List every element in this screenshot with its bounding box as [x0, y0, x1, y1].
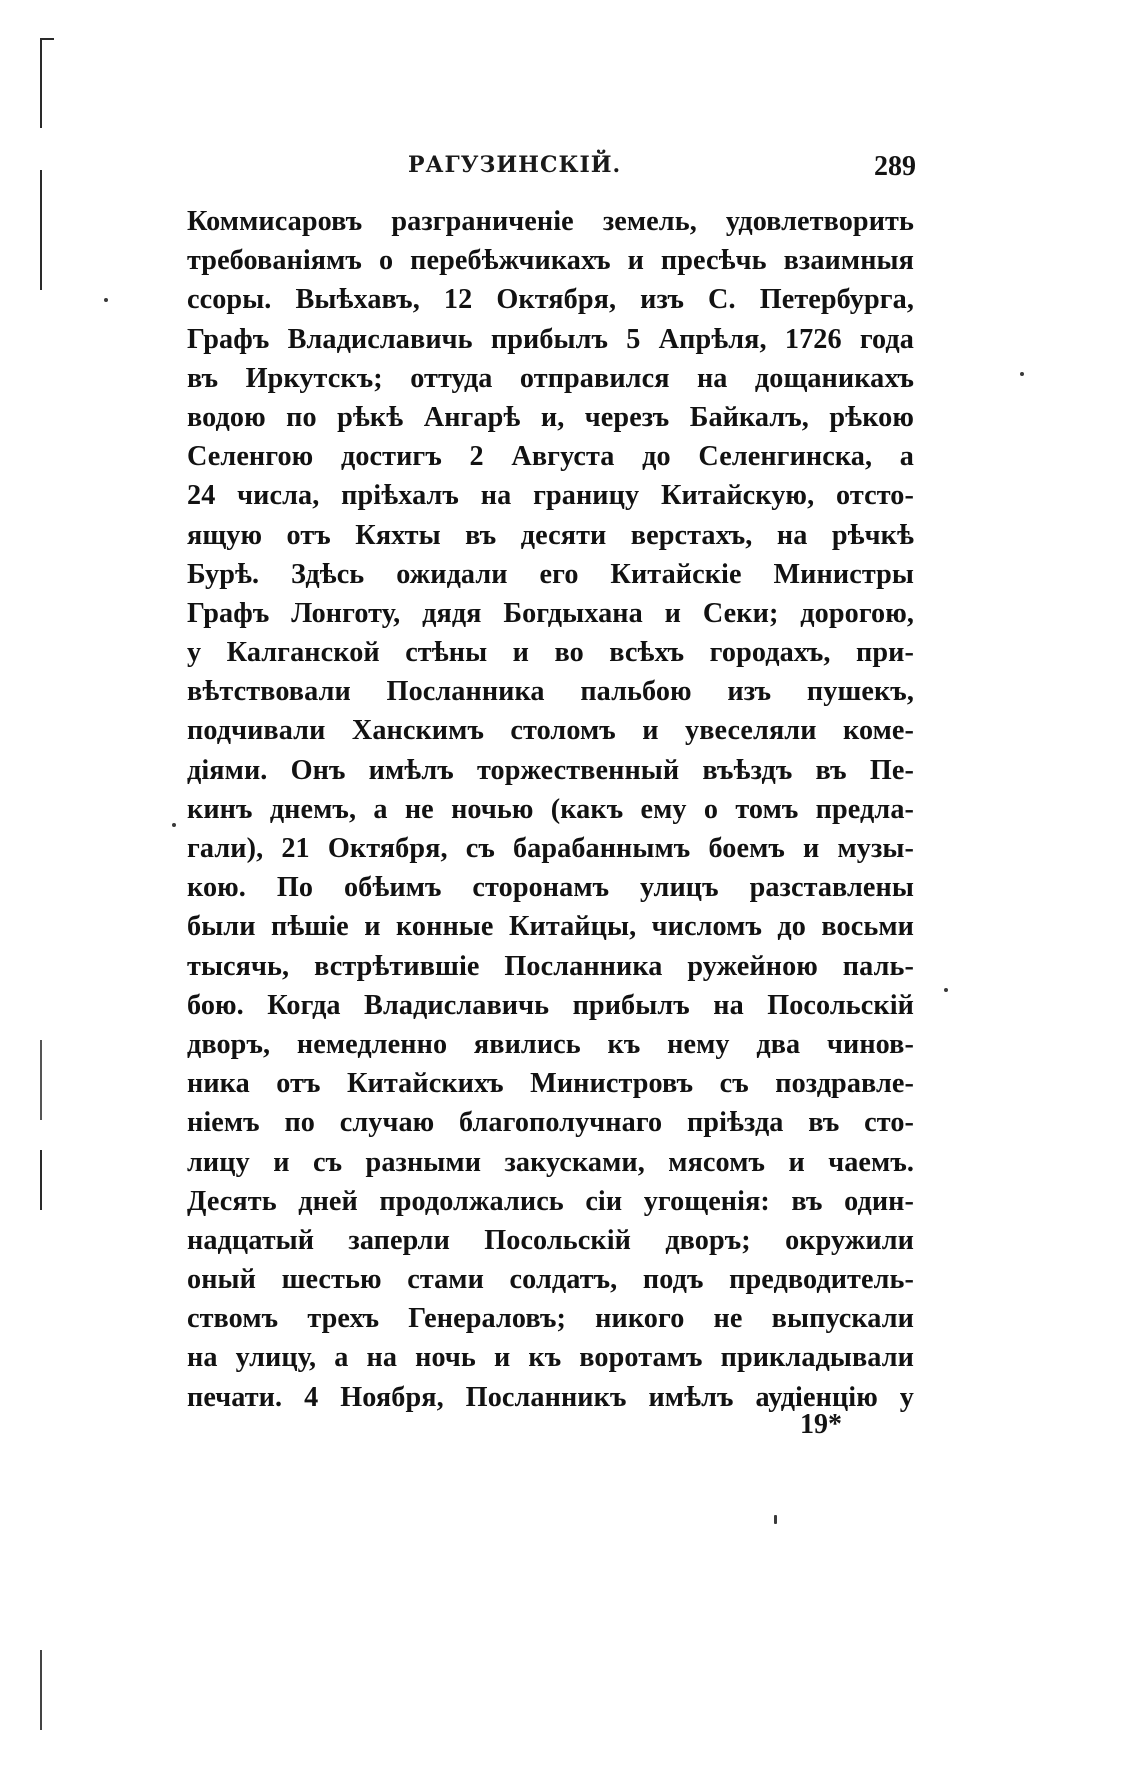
text-line: кинъ днемъ, а не ночью (какъ ему о томъ предла-: [187, 793, 914, 825]
text-line: гали), 21 Октября, съ барабаннымъ боемъ и музы-: [187, 833, 914, 864]
scan-edge-mark: [40, 38, 42, 128]
text-line: Десять дней продолжались сіи угощенія: въ один-: [187, 1185, 914, 1217]
text-line: печати. 4 Ноября, Посланникъ имѣлъ аудіенцію у: [187, 1381, 914, 1413]
scan-speck: [104, 298, 108, 302]
text-line: бою. Когда Владиславичь прибылъ на Посольскій: [187, 989, 914, 1021]
text-line: лицу и съ разными закусками, мясомъ и чаемъ.: [187, 1146, 914, 1178]
text-line: ника отъ Китайскихъ Министровъ съ поздравле-: [187, 1068, 914, 1100]
text-line: Графъ Владиславичь прибылъ 5 Апрѣля, 1726 года: [187, 323, 914, 355]
text-line: требованіямъ о перебѣжчикахъ и пресѣчь взаимныя: [187, 245, 914, 277]
text-line: подчивали Ханскимъ столомъ и увеселяли коме-: [187, 715, 914, 747]
text-line: у Калганской стѣны и во всѣхъ городахъ, при-: [187, 637, 914, 669]
text-line: Коммисаровъ разграниченіе земель, удовлетворить: [187, 206, 914, 237]
page-number: 289: [874, 151, 916, 182]
text-line: дворъ, немедленно явились къ нему два чинов-: [187, 1028, 914, 1060]
scan-speck: [1020, 372, 1024, 376]
text-line: ящую отъ Кяхты въ десяти верстахъ, на рѣчкѣ: [187, 519, 914, 551]
text-line: ссоры. Выѣхавъ, 12 Октября, изъ С. Петербурга,: [187, 284, 914, 316]
text-line: ствомъ трехъ Генераловъ; никого не выпускали: [187, 1303, 914, 1335]
scan-edge-mark: [40, 1650, 42, 1730]
text-line: были пѣшіе и конные Китайцы, числомъ до восьми: [187, 911, 914, 943]
text-line: діями. Онъ имѣлъ торжественный въѣздъ въ Пе-: [187, 754, 914, 786]
body-text: [187, 202, 914, 1417]
text-line: Бурѣ. Здѣсь ожидали его Китайскіе Министры: [187, 558, 914, 590]
text-line: въ Иркутскъ; оттуда отправился на дощаникахъ: [187, 362, 914, 394]
text-line: тысячь, встрѣтившіе Посланника ружейною паль-: [187, 950, 914, 982]
scan-edge-mark: [40, 38, 54, 40]
scan-edge-mark: [40, 1040, 42, 1120]
text-line: вѣтствовали Посланника пальбою изъ пушекъ,: [187, 676, 914, 708]
text-line: Графъ Лонготу, дядя Богдыхана и Секи; дорогою,: [187, 597, 914, 629]
text-line: ніемъ по случаю благополучнаго пріѣзда въ сто-: [187, 1107, 914, 1139]
text-line: на улицу, а на ночь и къ воротамъ прикладывали: [187, 1342, 914, 1374]
text-line: надцатый заперли Посольскій дворъ; окружили: [187, 1224, 914, 1256]
scan-speck: [944, 988, 948, 992]
text-line: Селенгою достигъ 2 Августа до Селенгинска, а: [187, 441, 914, 473]
text-line: 24 числа, пріѣхалъ на границу Китайскую, отсто-: [187, 480, 914, 512]
text-line: кою. По обѣимъ сторонамъ улицъ разставлены: [187, 872, 914, 904]
scan-speck: [172, 823, 176, 827]
text-line: оный шестью стами солдатъ, подъ предводитель-: [187, 1264, 914, 1296]
signature-mark: 19*: [800, 1409, 842, 1440]
running-head: РАГУЗИНСКІЙ.: [408, 152, 622, 178]
text-line: водою по рѣкѣ Ангарѣ и, черезъ Байкалъ, рѣкою: [187, 401, 914, 433]
scan-edge-mark: [40, 1150, 42, 1210]
scan-speck: [774, 1515, 777, 1524]
scan-edge-mark: [40, 170, 42, 290]
